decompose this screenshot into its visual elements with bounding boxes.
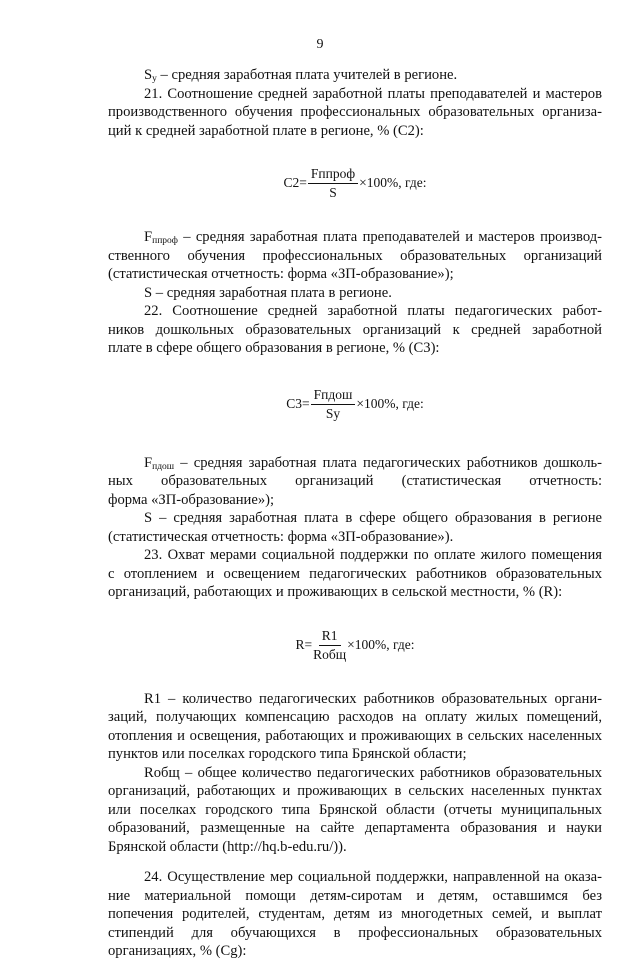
- item-24-line-1: 24. Осуществление мер социальной поддержки, направленной на оказа-: [144, 869, 602, 885]
- item-22-line-3: плате в сфере общего образования в регионе, % (С3):: [108, 340, 440, 356]
- fpdosh-definition-line-3: форма «ЗП-образование»);: [108, 491, 275, 508]
- fpprof-definition-line-1: $F_{ппроф}$ – средняя заработная плата преподавателей и мастеров производ-: [144, 229, 602, 246]
- item-24-line-4: стипендий для обучающихся в профессиональных образовательных: [108, 924, 602, 941]
- robsh-definition-line-3: или поселках городского типа Брянской области (отчеты муниципальных: [108, 801, 602, 818]
- numerator: Fппроф: [308, 165, 358, 184]
- s-definition-general-line-1: S – средняя заработная плата в сфере общего образования в регионе: [144, 510, 602, 526]
- item-22-line-1: 22. Соотношение средней заработной платы педагогических работ-: [144, 303, 602, 319]
- fpdosh-definition-line-2: ных образовательных организаций (статистическая отчетность:: [108, 473, 602, 489]
- denominator: S: [329, 184, 337, 200]
- item-21-line-1: 21. Соотношение средней заработной платы преподавателей и мастеров: [144, 85, 602, 102]
- r1-definition-line-4: пунктов или поселках городского типа Брянской области;: [108, 746, 467, 762]
- item-21-line-2: производственного обучения профессиональных образовательных организа-: [108, 104, 602, 120]
- numerator: Fпдош: [311, 386, 356, 405]
- formula-r: R= $\frac{R1}{\text{Rобщ}}$ ×100%, где:: [295, 628, 415, 662]
- paragraph-gap: [108, 856, 602, 868]
- robsh-definition-line-1: Rобщ – общее количество педагогических работников образовательных: [144, 764, 602, 781]
- formula-c2: С2= $\frac{\text{Fппроф}}{S}$ ×100%, где:: [283, 165, 427, 200]
- fpprof-definition-line-2: ственного обучения профессиональных образовательных организаций: [108, 247, 602, 264]
- fpprof-definition-line-3: (статистическая отчетность: форма «ЗП-образование»);: [108, 266, 454, 282]
- item-21-line-3: ций к средней заработной плате в регионе, % (С2):: [108, 122, 424, 139]
- item-23-line-2: с отоплением и освещением педагогических работников образовательных: [108, 565, 602, 582]
- page-number: 9: [316, 37, 324, 52]
- formula-c3: С3= $\frac{\text{Fпдош}}{Sу}$ ×100%, где:: [286, 387, 424, 421]
- s-definition-general-line-2: (статистическая отчетность: форма «ЗП-образование»).: [108, 528, 454, 545]
- sy-definition: $S_у$ – средняя заработная плата учителей в регионе.: [144, 67, 458, 84]
- item-22-line-2: ников дошкольных образовательных организаций к средней заработной: [108, 321, 602, 338]
- page-body: [108, 66, 602, 961]
- item-24-line-3: попечения родителей, студентам, детям из многодетных семей, и выплат: [108, 906, 602, 922]
- numerator: R1: [319, 627, 341, 646]
- r1-definition-line-1: R1 – количество педагогических работников образовательных органи-: [144, 690, 602, 707]
- item-24-line-5: организациях, % (Сg):: [108, 943, 247, 959]
- r1-definition-line-3: отопления и освещения, работающих и проживающих в сельских населенных: [108, 727, 602, 744]
- robsh-definition-line-4: образований, размещенные на сайте департамента образования и науки: [108, 820, 602, 836]
- item-23-line-3: организаций, работающих и проживающих в сельской местности, % (R):: [108, 584, 563, 600]
- s-definition-region: S – средняя заработная плата в регионе.: [144, 284, 392, 301]
- robsh-definition-line-5: Брянской области (http://hq.b-edu.ru/)).: [108, 838, 347, 855]
- robsh-definition-line-2: организаций, работающих и проживающих в сельских населенных пунктах: [108, 783, 602, 799]
- item-24-line-2: ние материальной помощи детям-сиротам и детям, оставшимся без: [108, 887, 602, 904]
- fpdosh-definition-line-1: $F_{пдош}$ – средняя заработная плата педагогических работников дошколь-: [144, 454, 602, 472]
- item-23-line-1: 23. Охват мерами социальной поддержки по оплате жилого помещения: [144, 547, 602, 563]
- denominator: Sу: [325, 406, 341, 421]
- r1-definition-line-2: заций, получающих компенсацию расходов на оплату жилых помещений,: [108, 709, 602, 725]
- fraction-r: [313, 627, 346, 664]
- denominator: Rобщ: [313, 647, 347, 662]
- fraction-c3: [311, 386, 356, 423]
- fraction-c2: [308, 165, 358, 202]
